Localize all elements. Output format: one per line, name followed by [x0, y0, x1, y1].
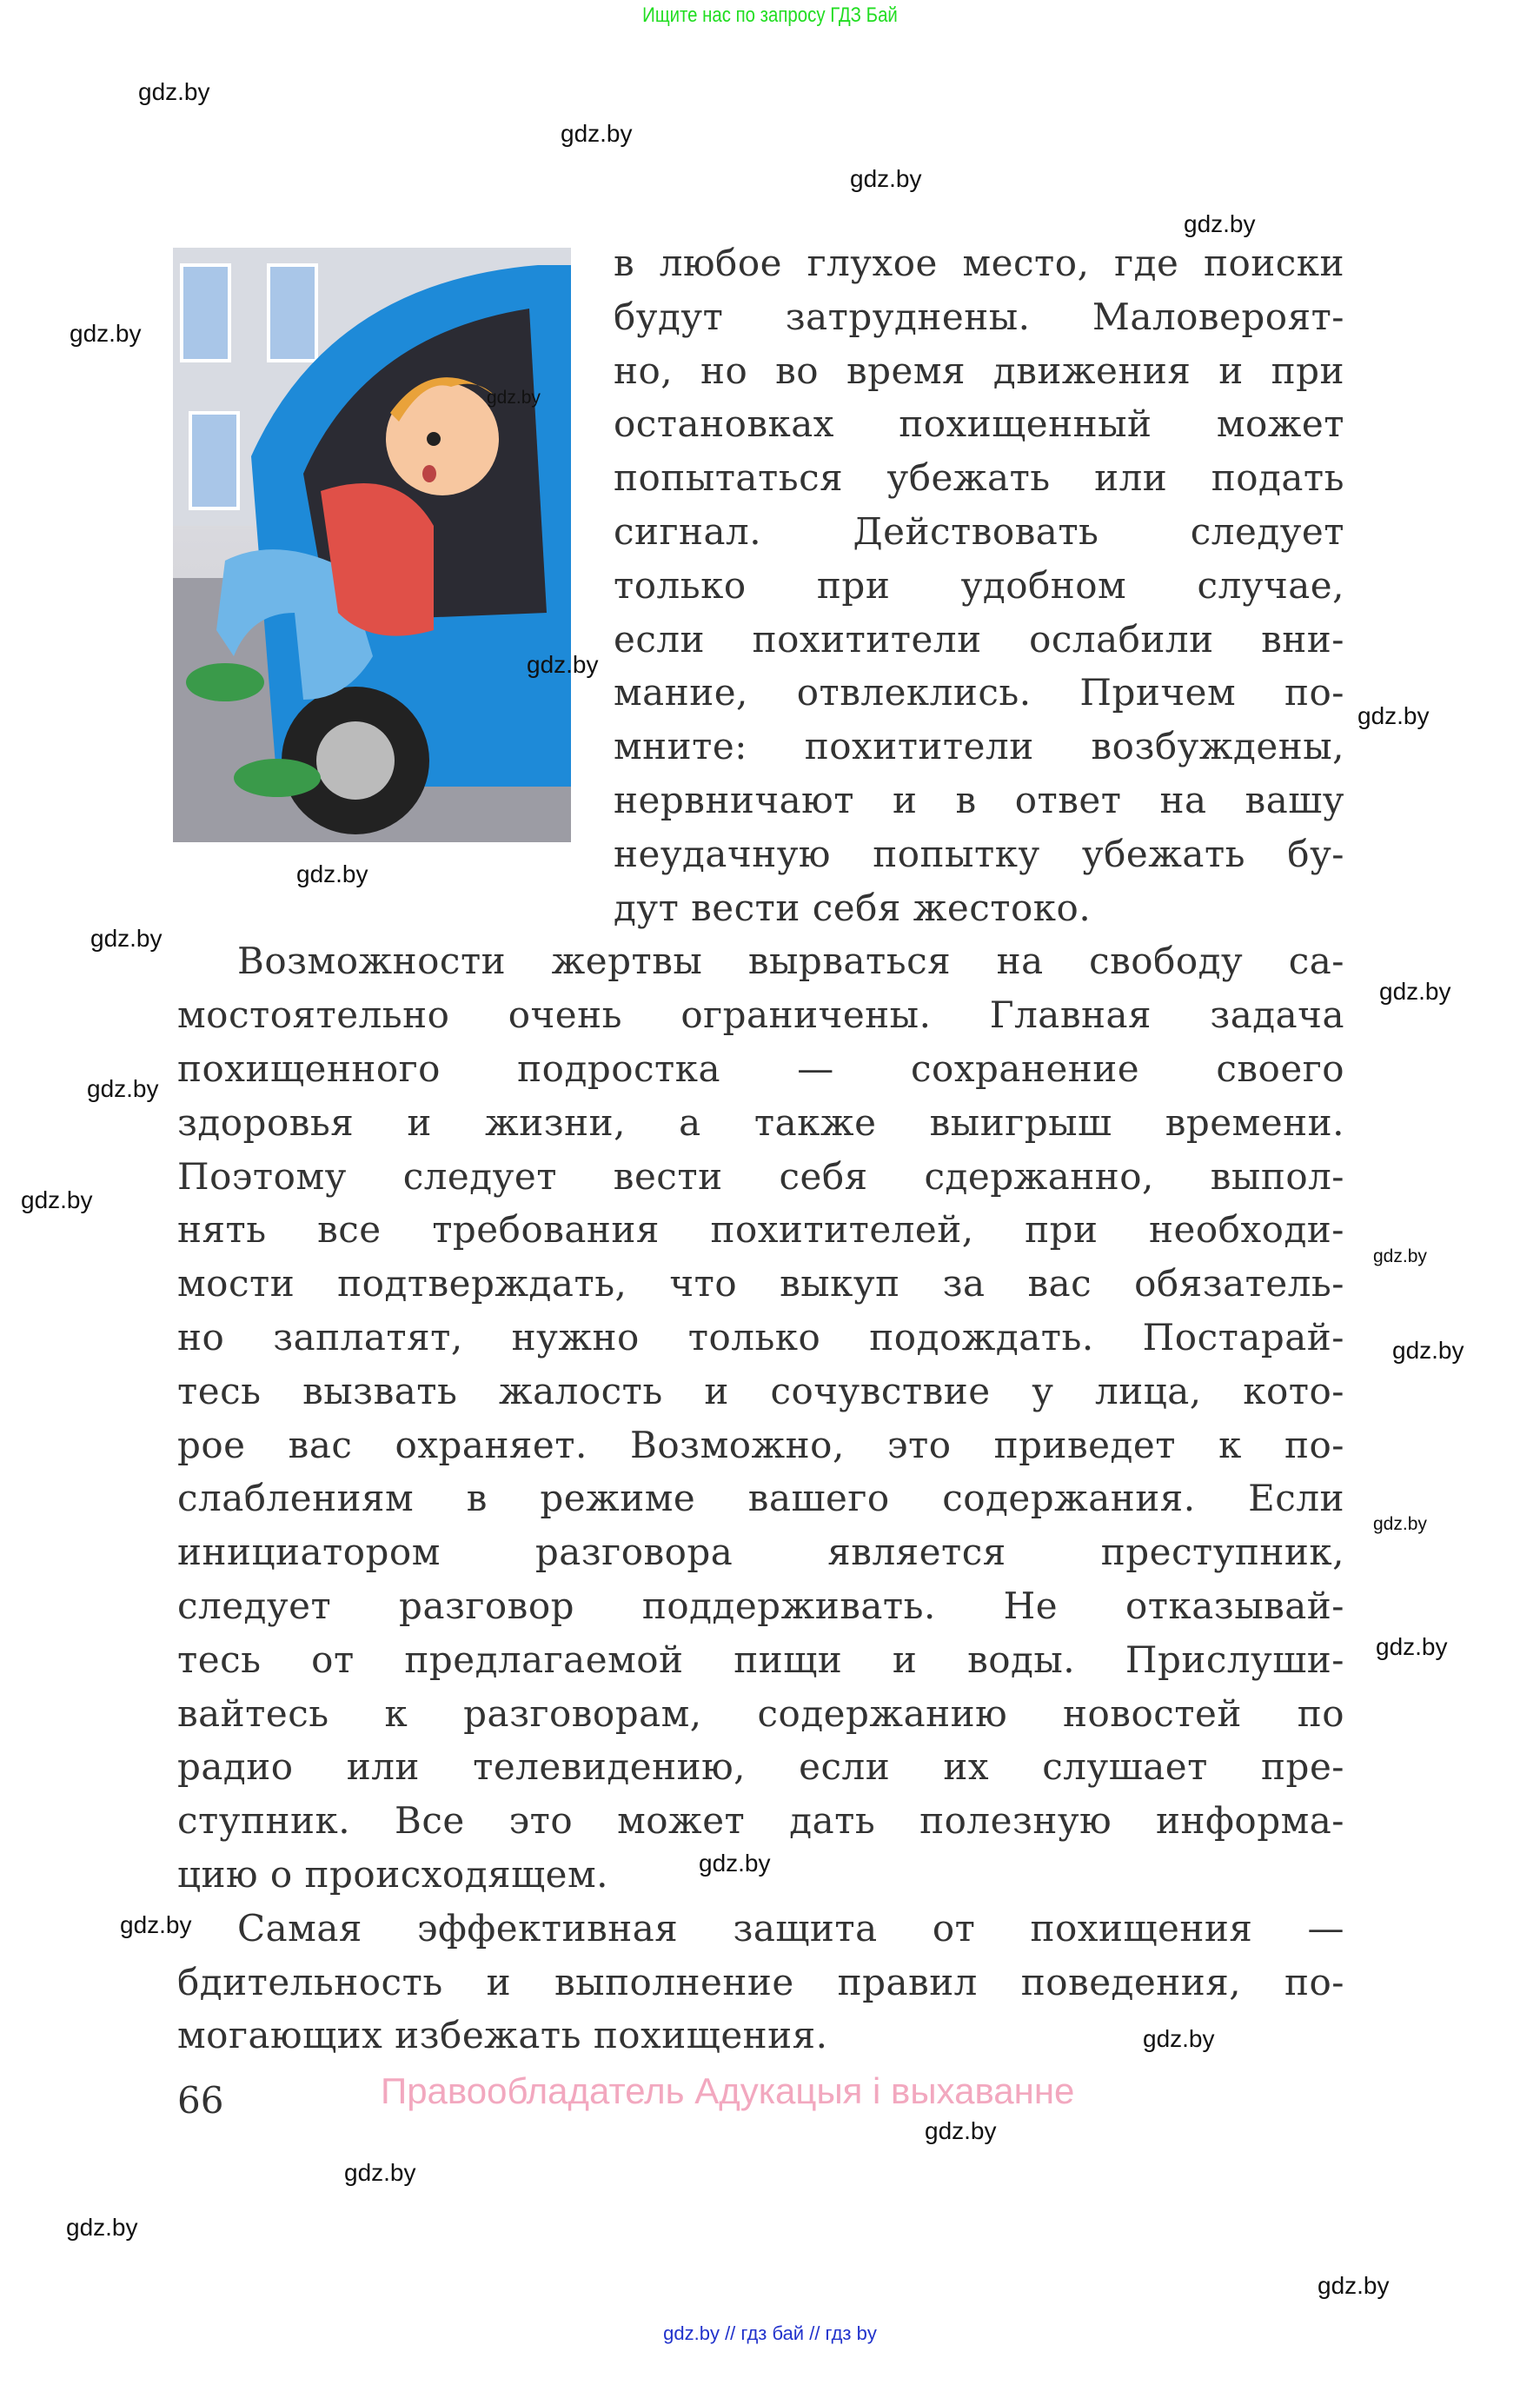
gdz-watermark: gdz.by — [850, 165, 922, 192]
gdz-watermark: gdz.by — [1143, 2025, 1215, 2052]
gdz-watermark: gdz.by — [66, 2214, 138, 2241]
text-line: инициатором разговора является преступник, — [177, 1531, 1344, 1574]
text-line: нять все требования похитителей, при необходи- — [177, 1208, 1344, 1252]
text-line: только при удобном случае, — [614, 563, 1344, 607]
gdz-watermark: gdz.by — [487, 388, 541, 408]
text-line: в любое глухое место, где поиски — [614, 242, 1344, 284]
text-line: неудачную попытку убежать бу- — [614, 832, 1344, 875]
gdz-watermark: gdz.by — [120, 1911, 192, 1938]
text-line: остановках похищенный может — [614, 402, 1344, 446]
gdz-watermark: gdz.by — [1376, 1633, 1448, 1660]
gdz-watermark: gdz.by — [21, 1186, 93, 1213]
text-line: Возможности жертвы вырваться на свободу са- — [237, 940, 1344, 983]
text-line: будут затруднены. Маловероят- — [614, 295, 1344, 338]
text-line: Самая эффективная защита от похищения — — [237, 1906, 1344, 1950]
text-line: мните: похитители возбуждены, — [614, 725, 1344, 768]
text-line: похищенного подростка — сохранение своего — [177, 1047, 1344, 1090]
text-line: здоровья и жизни, а также выигрыш времени. — [177, 1100, 1344, 1144]
text-line: Поэтому следует вести себя сдержанно, выпол- — [177, 1154, 1344, 1198]
gdz-watermark: gdz.by — [344, 2159, 416, 2186]
text-line: дут вести себя жестоко. — [614, 886, 1092, 929]
text-line: ступник. Все это может дать полезную информа- — [177, 1799, 1344, 1843]
text-line: цию о происходящем. — [177, 1853, 608, 1896]
search-banner: Ищите нас по запросу ГДЗ Бай — [642, 3, 898, 27]
text-line: могающих избежать похищения. — [177, 2014, 828, 2057]
text-line: сигнал. Действовать следует — [614, 510, 1344, 553]
text-line: следует разговор поддерживать. Не отказывай- — [177, 1584, 1344, 1627]
gdz-watermark: gdz.by — [1373, 1514, 1427, 1534]
page-number: 66 — [177, 2079, 224, 2122]
text-line: мостоятельно очень ограничены. Главная задача — [177, 993, 1344, 1037]
text-line: бдительность и выполнение правил поведения, по- — [177, 1960, 1344, 2003]
text-line: если похитители ослабили вни- — [614, 617, 1344, 661]
gdz-watermark: gdz.by — [699, 1850, 771, 1877]
gdz-watermark: gdz.by — [561, 120, 633, 147]
text-line: попытаться убежать или подать — [614, 456, 1344, 500]
text-line: тесь вызвать жалость и сочувствие у лица, кото- — [177, 1369, 1344, 1412]
rights-holder-watermark: Правообладатель Адукацыя і выхаванне — [381, 2070, 1075, 2111]
gdz-watermark: gdz.by — [1357, 702, 1430, 729]
text-line: рое вас охраняет. Возможно, это приведет к по- — [177, 1423, 1344, 1466]
text-line: тесь от предлагаемой пищи и воды. Прислуши- — [177, 1638, 1344, 1681]
text-line: нервничают и в ответ на вашу — [614, 779, 1344, 821]
gdz-watermark: gdz.by — [1373, 1246, 1427, 1266]
text-line: но, но во время движения и при — [614, 349, 1344, 392]
text-line: мание, отвлеклись. Причем по- — [614, 671, 1344, 714]
gdz-watermark: gdz.by — [90, 925, 163, 952]
gdz-watermark: gdz.by — [1379, 978, 1451, 1005]
illustration-boy-escaping-car — [173, 248, 571, 842]
gdz-watermark: gdz.by — [70, 320, 142, 347]
gdz-watermark: gdz.by — [1392, 1337, 1464, 1364]
text-line: мости подтверждать, что выкуп за вас обязатель- — [177, 1262, 1344, 1305]
text-line: вайтесь к разговорам, содержанию новостей по — [177, 1691, 1344, 1735]
text-line: радио или телевидению, если их слушает пре- — [177, 1745, 1344, 1789]
footer-links[interactable]: gdz.by // гдз бай // гдз by — [663, 2322, 877, 2344]
text-line: но заплатят, нужно только подождать. Постарай- — [177, 1316, 1344, 1359]
gdz-watermark: gdz.by — [296, 860, 368, 887]
gdz-watermark: gdz.by — [1318, 2272, 1390, 2299]
text-line: слаблениям в режиме вашего содержания. Если — [177, 1477, 1344, 1520]
gdz-watermark: gdz.by — [527, 651, 599, 678]
gdz-watermark: gdz.by — [87, 1075, 159, 1102]
gdz-watermark: gdz.by — [925, 2117, 997, 2144]
gdz-watermark: gdz.by — [138, 78, 210, 105]
gdz-watermark: gdz.by — [1184, 210, 1256, 237]
